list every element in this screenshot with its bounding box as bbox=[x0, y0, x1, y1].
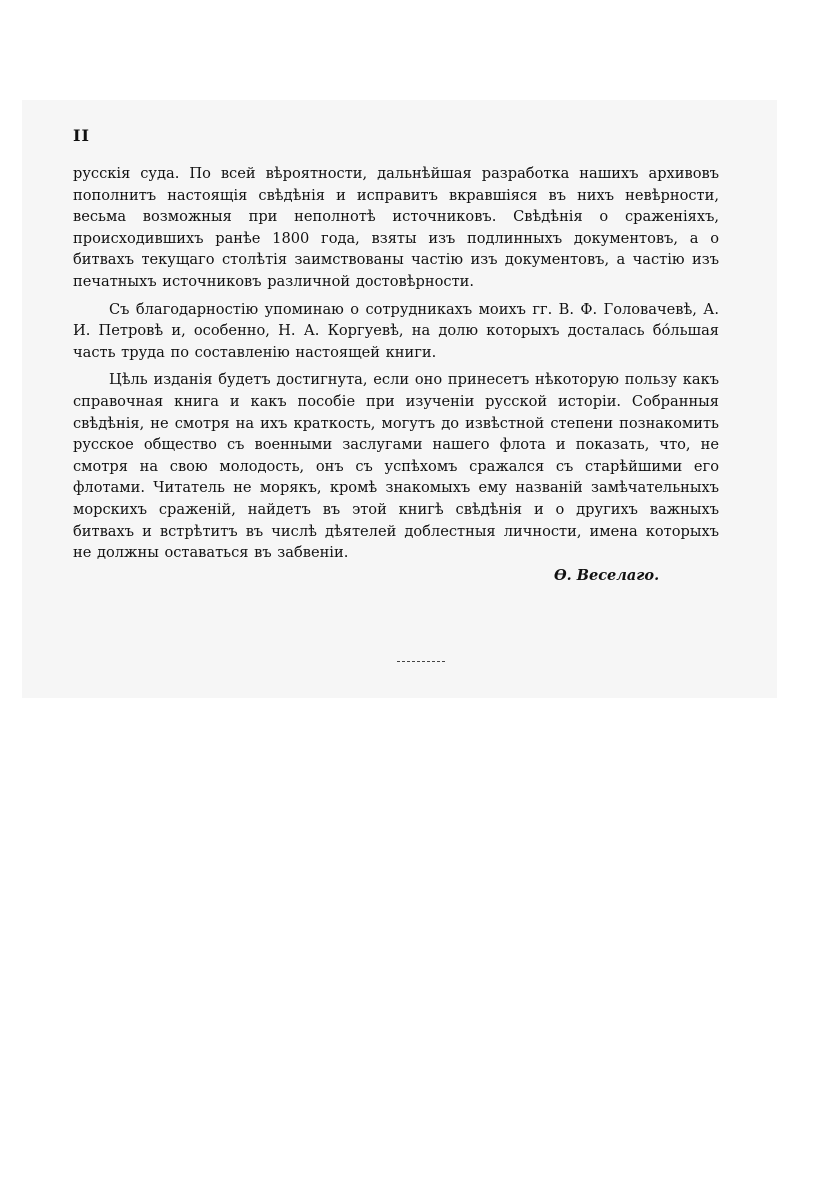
author-signature: Ѳ. Веселаго. bbox=[554, 567, 660, 584]
paragraph-sources: русскія суда. По всей вѣроятности, дальнѣйшая разработка нашихъ архивовъ пополнитъ настоящія свѣдѣнія и исправитъ вкравшіяся въ нихъ невѣрности, весьма возможныя при неполнотѣ источниковъ. Свѣдѣнія о сраженіяхъ, происходившихъ ранѣе 1800 года, взяты изъ подлинныхъ документовъ, а о битвахъ текущаго столѣтія заимствованы частію изъ документовъ, а частію изъ печатныхъ источниковъ различной достовѣрности. bbox=[73, 165, 719, 290]
paragraph-purpose: Цѣль изданія будетъ достигнута, если оно принесетъ нѣкоторую пользу какъ справочная книга и какъ пособіе при изученіи русской исторіи. Собранныя свѣдѣнія, не смотря на ихъ краткость, могутъ до извѣстной степени познакомить русское общество съ военными заслугами нашего флота и показать, что, не смотря на свою молодость, онъ съ успѣхомъ сражался съ старѣйшими его флотами. Читатель не морякъ, кромѣ знакомыхъ ему названій замѣчательныхъ морскихъ сраженій, найдетъ въ этой книгѣ свѣдѣнія и о другихъ важныхъ битвахъ и встрѣтитъ въ числѣ дѣятелей доблестныя личности, имена которыхъ не должны оставаться въ забвеніи. bbox=[73, 371, 719, 562]
page-number: II bbox=[73, 126, 90, 145]
preface-text bbox=[73, 163, 719, 564]
paragraph-acknowledgements: Съ благодарностію упоминаю о сотрудникахъ моихъ гг. В. Ф. Головачевѣ, А. И. Петровѣ и, особенно, Н. А. Коргуевѣ, на долю которыхъ досталась бо́льшая часть труда по составленію настоящей книги. bbox=[73, 300, 719, 361]
end-divider bbox=[397, 661, 445, 662]
